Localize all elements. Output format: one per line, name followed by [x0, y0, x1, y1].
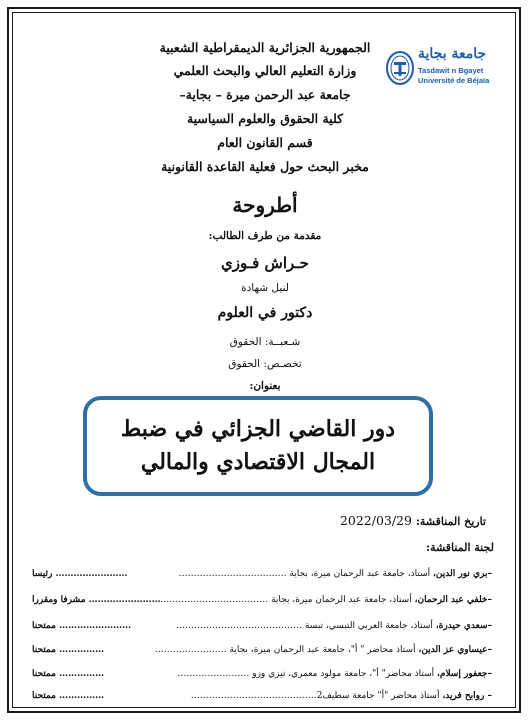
department-line: قسم القانون العام	[217, 135, 313, 150]
thesis-title-line2: المجال الاقتصادي والمالي	[140, 449, 376, 475]
document-type: أطروحة	[232, 193, 298, 217]
specialty-line: تخصـص: الحقوق	[228, 358, 302, 370]
thesis-title-box	[83, 396, 433, 496]
degree-label: لنيل شهادة	[241, 282, 289, 294]
jury-member-row	[32, 645, 492, 659]
jury-member-row	[32, 621, 492, 635]
jury-member-role: …………………… رئيسا	[32, 569, 128, 579]
jury-member-row	[32, 569, 492, 583]
jury-member-role: …………………… مشرفا ومقررا	[32, 595, 161, 605]
ministry-line: وزارة التعليم العالي والبحث العلمي	[173, 63, 357, 78]
lab-line: مخبر البحث حول فعلية القاعدة القانونية	[161, 159, 369, 174]
jury-member-role: …………………… ممتحنا	[32, 621, 132, 631]
jury-member-role: …………… ممتحنا	[32, 645, 105, 655]
title-label: بعنوان:	[249, 380, 281, 392]
university-line: جامعة عبد الرحمن ميرة – بجاية–	[179, 87, 351, 102]
jury-member-name: – روابح فريد، أستاذ محاضر "أ" جامعة سطيف2……………………………………	[190, 691, 492, 701]
faculty-line: كلية الحقوق والعلوم السياسية	[186, 111, 344, 126]
logo-latin-line2: Université de Béjaïa	[418, 76, 490, 85]
jury-member-role: …………… ممتحنا	[32, 691, 105, 701]
defense-date-label: تاريخ المناقشة:	[415, 515, 486, 528]
jury-member-row	[32, 669, 492, 683]
student-name: حـراش فـوزي	[221, 254, 309, 272]
republic-line: الجمهورية الجزائرية الديمقراطية الشعبية	[159, 40, 371, 55]
degree-name: دكتور في العلوم	[217, 305, 313, 321]
logo-latin-line1: Tasdawit n Bgayet	[418, 66, 484, 75]
jury-member-name: –سعدي حيدرة، أستاذ، جامعة العربي التبسي، تبسة ……………………………………	[176, 621, 492, 631]
defense-date-value: 2022/03/29	[339, 513, 412, 528]
jury-member-row	[32, 691, 492, 705]
jury-member-name: –بري نور الدين، أستاذ، جامعة عبد الرحمان ميرة، بجاية ………………………………	[178, 569, 492, 579]
defense-date	[340, 513, 486, 528]
thesis-title-line1: دور القاضي الجزائي في ضبط	[120, 416, 396, 442]
presented-by-label: مقدمة من طرف الطالب:	[208, 230, 322, 242]
jury-member-name: –جعفور إسلام، أستاذ محاضر" أ"، جامعة مولود معمري، تيزي وزو ……………………	[177, 669, 492, 679]
jury-member-role: …………… ممتحنا	[32, 669, 105, 679]
logo-arabic-text: جامعة بجاية	[418, 46, 487, 62]
jury-title: لجنة المناقشة:	[426, 541, 494, 554]
branch-line: شـعبــة: الحقوق	[229, 336, 301, 348]
jury-member-row	[32, 595, 492, 609]
jury-member-name: –خلفي عبد الرحمان، أستاذ، جامعة عبد الرحمان ميرة، بجاية ………………………………	[160, 595, 492, 605]
jury-member-name: –عيساوي عز الدين، أستاذ محاضر " أ"، جامعة عبد الرحمان ميرة، بجاية ……………………	[154, 645, 492, 655]
